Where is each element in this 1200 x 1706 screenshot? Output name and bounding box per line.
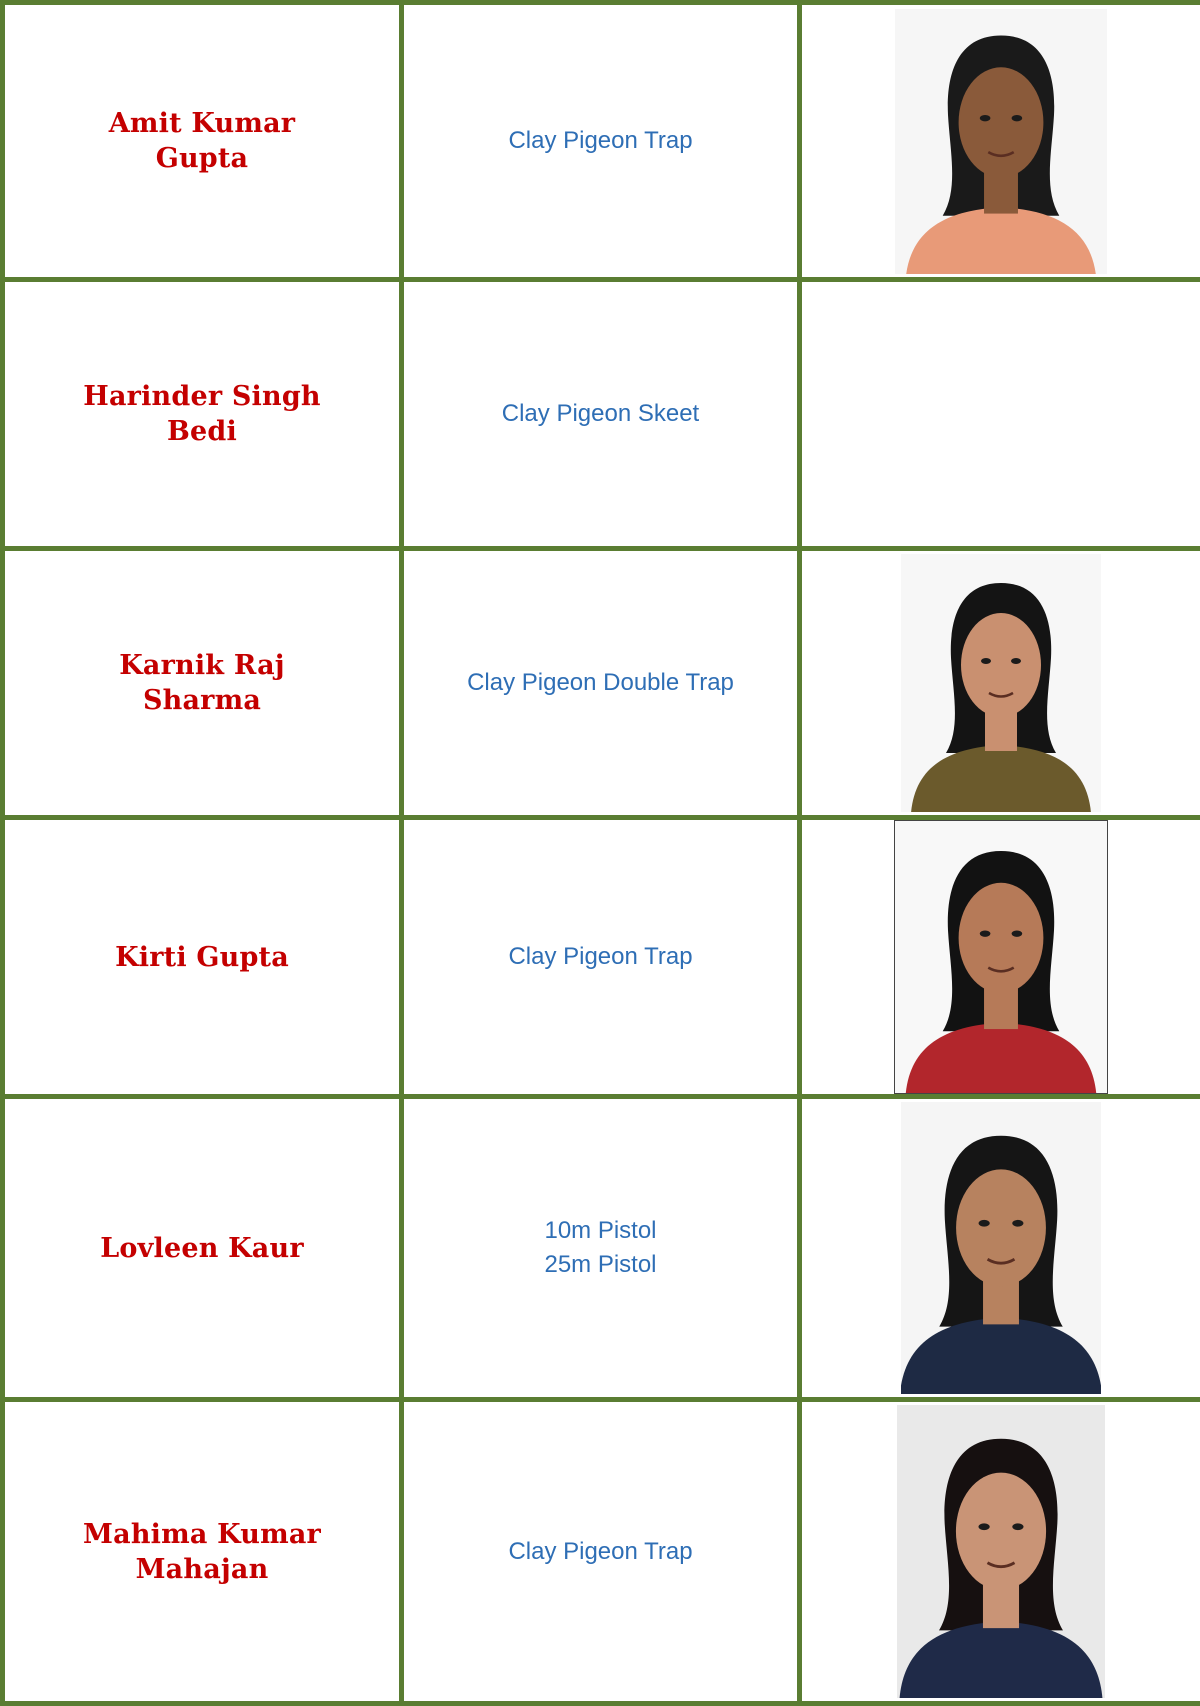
right-eye — [1012, 1523, 1023, 1530]
event-cell — [402, 1097, 800, 1400]
name-cell — [3, 1097, 402, 1400]
event-label: Clay Pigeon Double Trap — [404, 666, 797, 700]
shooter-name: Karnik Raj Sharma — [62, 648, 342, 718]
name-cell — [3, 818, 402, 1097]
name-cell — [3, 549, 402, 818]
right-eye — [1012, 115, 1023, 121]
shooter-name: Lovleen Kaur — [100, 1231, 304, 1266]
right-eye — [1011, 658, 1021, 664]
shooter-name: Kirti Gupta — [115, 940, 289, 975]
portrait-svg — [897, 1405, 1105, 1698]
left-eye — [978, 1523, 989, 1530]
portrait-photo — [901, 554, 1101, 812]
event-cell — [402, 280, 800, 549]
event-cell — [402, 818, 800, 1097]
event-cell — [402, 549, 800, 818]
right-eye — [1012, 1220, 1023, 1227]
event-label: 10m Pistol — [404, 1214, 797, 1248]
event-list — [404, 124, 797, 158]
face-shape — [956, 1473, 1046, 1590]
event-cell — [402, 3, 800, 280]
table-row — [3, 818, 1200, 1097]
left-eye — [979, 1220, 990, 1227]
event-label: 25m Pistol — [404, 1248, 797, 1282]
name-cell — [3, 280, 402, 549]
face-shape — [959, 67, 1044, 177]
name-cell — [3, 1400, 402, 1704]
event-label: Clay Pigeon Trap — [404, 1535, 797, 1569]
table-row — [3, 1400, 1200, 1704]
event-list — [404, 1214, 797, 1282]
face-shape — [959, 883, 1044, 993]
portrait-svg — [901, 554, 1101, 812]
photo-cell — [800, 549, 1200, 818]
shooter-name: Mahima Kumar Mahajan — [62, 1517, 342, 1587]
portrait-photo — [894, 820, 1108, 1094]
portrait-photo — [901, 1102, 1101, 1394]
portrait-svg — [895, 9, 1107, 274]
portrait-svg — [895, 821, 1107, 1093]
event-list — [404, 1535, 797, 1569]
photo-cell — [800, 818, 1200, 1097]
portrait-photo — [895, 9, 1107, 274]
portrait-photo — [897, 1405, 1105, 1698]
face-shape — [961, 613, 1041, 717]
event-label: Clay Pigeon Skeet — [404, 397, 797, 431]
left-eye — [981, 658, 991, 664]
event-cell — [402, 1400, 800, 1704]
table-row — [3, 3, 1200, 280]
event-list — [404, 666, 797, 700]
right-eye — [1012, 931, 1023, 937]
event-label: Clay Pigeon Trap — [404, 124, 797, 158]
photo-cell — [800, 1400, 1200, 1704]
table-row — [3, 549, 1200, 818]
table-row — [3, 280, 1200, 549]
left-eye — [980, 115, 991, 121]
event-list — [404, 397, 797, 431]
left-eye — [980, 931, 991, 937]
photo-cell-empty — [800, 280, 1200, 549]
event-list — [404, 940, 797, 974]
table-row — [3, 1097, 1200, 1400]
event-label: Clay Pigeon Trap — [404, 940, 797, 974]
portrait-svg — [901, 1102, 1101, 1394]
shooter-name: Harinder Singh Bedi — [62, 379, 342, 449]
face-shape — [956, 1169, 1046, 1286]
photo-cell — [800, 1097, 1200, 1400]
name-cell — [3, 3, 402, 280]
shooter-name: Amit Kumar Gupta — [62, 106, 342, 176]
photo-cell — [800, 3, 1200, 280]
